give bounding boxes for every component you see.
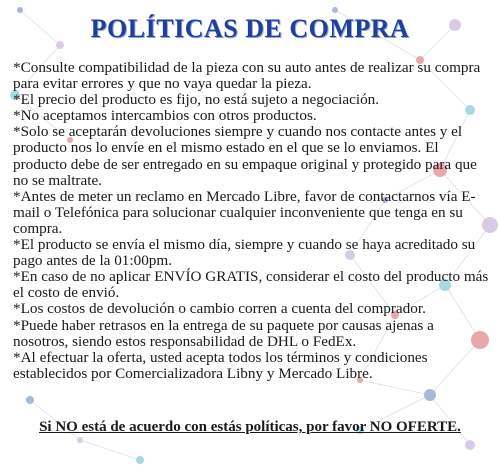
policy-item-acceptance: *Al efectuar la oferta, usted acepta todos los términos y condiciones establecidos por Comercializadora Libny y Mercado Libre. [13,348,428,382]
policy-list [13,60,489,382]
page-title: POLÍTICAS DE COMPRA [90,14,410,43]
policy-item-claims: *Antes de meter un reclamo en Mercado Libre, favor de contactarnos vía E-mail o Telefónica para solucionar cualquier inconveniente que tenga en su compra. [13,187,476,237]
policy-item-compatibility: *Consulte compatibilidad de la pieza con su auto antes de realizar su compra para evitar errores y que no vaya quedar la pieza. [13,59,481,93]
policy-item-fixed-price: *El precio del producto es fijo, no está sujeto a negociación. [13,91,380,109]
disclaimer-footer: Si NO está de acuerdo con estás políticas, por favor NO OFERTE. [39,419,461,435]
policy-item-delays: *Puede haber retrasos en la entrega de su paquete por causas ajenas a nosotros, siendo estos responsabilidad de DHL o FedEx. [13,316,434,350]
policy-item-returns: *Solo se aceptarán devoluciones siempre y cuando nos contacte antes y el producto nos lo envíe en el mismo estado en el que se lo enviamos. El producto debe de ser entregado en su empaque original y protegido para que no se maltrate. [13,123,477,189]
policy-item-shipping-same-day: *El producto se envía el mismo día, siempre y cuando se haya acreditado su pago antes de la 01:00pm. [13,236,476,270]
policy-item-return-costs: *Los costos de devolución o cambio corren a cuenta del comprador. [13,300,426,318]
policy-item-shipping-cost: *En caso de no aplicar ENVÍO GRATIS, considerar el costo del producto más el costo de envió. [13,268,489,302]
policy-item-no-exchanges: *No aceptamos intercambios con otros productos. [13,107,317,125]
